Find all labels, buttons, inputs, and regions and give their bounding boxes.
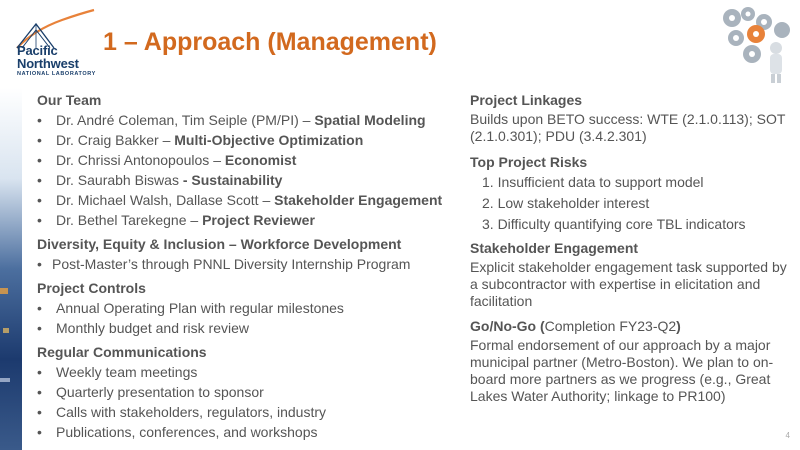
logo-line-3: NATIONAL LABORATORY (17, 71, 96, 77)
dei-list (37, 254, 462, 274)
logo-line-2: Northwest (17, 56, 79, 71)
list-item: 2. Low stakeholder interest (482, 195, 650, 211)
communications-list (37, 362, 462, 442)
gears-figure-icon (712, 4, 796, 84)
list-item: • Dr. André Coleman, Tim Seiple (PM/PI) – Spatial Modeling (37, 110, 462, 130)
list-item: • Dr. Saurabh Biswas - Sustainability (37, 170, 462, 190)
list-item: • Weekly team meetings (37, 362, 462, 382)
team-list (37, 110, 462, 230)
list-item: • Calls with stakeholders, regulators, industry (37, 402, 462, 422)
decorative-side-strip (0, 88, 22, 450)
list-item: • Post-Master’s through PNNL Diversity Internship Program (37, 254, 462, 274)
gonogo-heading: Go/No-Go (Completion FY23-Q2) (470, 318, 681, 334)
logo-wordmark (17, 44, 96, 78)
engagement-text: Explicit stakeholder engagement task supported by a subcontractor with expertise in elicitation and facilitation (470, 259, 787, 309)
list-item: • Dr. Bethel Tarekegne – Project Reviewer (37, 210, 462, 230)
list-item: • Publications, conferences, and workshops (37, 422, 462, 442)
slide-title: 1 – Approach (Management) (103, 28, 437, 56)
right-column (470, 90, 790, 405)
linkages-text: Builds upon BETO success: WTE (2.1.0.113); SOT (2.1.0.301); PDU (3.4.2.301) (470, 111, 786, 144)
team-heading: Our Team (37, 92, 102, 108)
left-column (37, 90, 462, 442)
list-item: • Dr. Michael Walsh, Dallase Scott – Stakeholder Engagement (37, 190, 462, 210)
list-item: • Quarterly presentation to sponsor (37, 382, 462, 402)
page-number: 4 (785, 431, 790, 440)
list-item: • Annual Operating Plan with regular milestones (37, 298, 462, 318)
list-item: • Dr. Chrissi Antonopoulos – Economist (37, 150, 462, 170)
list-item: 1. Insufficient data to support model (482, 174, 704, 190)
logo-line-1: Pacific (17, 43, 58, 58)
dei-heading: Diversity, Equity & Inclusion – Workforce Development (37, 236, 402, 252)
communications-heading: Regular Communications (37, 344, 207, 360)
risks-list (470, 172, 790, 235)
list-item: • Monthly budget and risk review (37, 318, 462, 338)
gonogo-text: Formal endorsement of our approach by a major municipal partner (Metro-Boston). We plan to on-board more partners as we progress (e.g., Great Lakes Water Authority; linkage to PR100) (470, 337, 774, 404)
list-item: • Dr. Craig Bakker – Multi-Objective Optimization (37, 130, 462, 150)
controls-list (37, 298, 462, 338)
engagement-heading: Stakeholder Engagement (470, 240, 639, 256)
list-item: 3. Difficulty quantifying core TBL indicators (482, 216, 746, 232)
risks-heading: Top Project Risks (470, 154, 588, 170)
linkages-heading: Project Linkages (470, 92, 583, 108)
controls-heading: Project Controls (37, 280, 146, 296)
